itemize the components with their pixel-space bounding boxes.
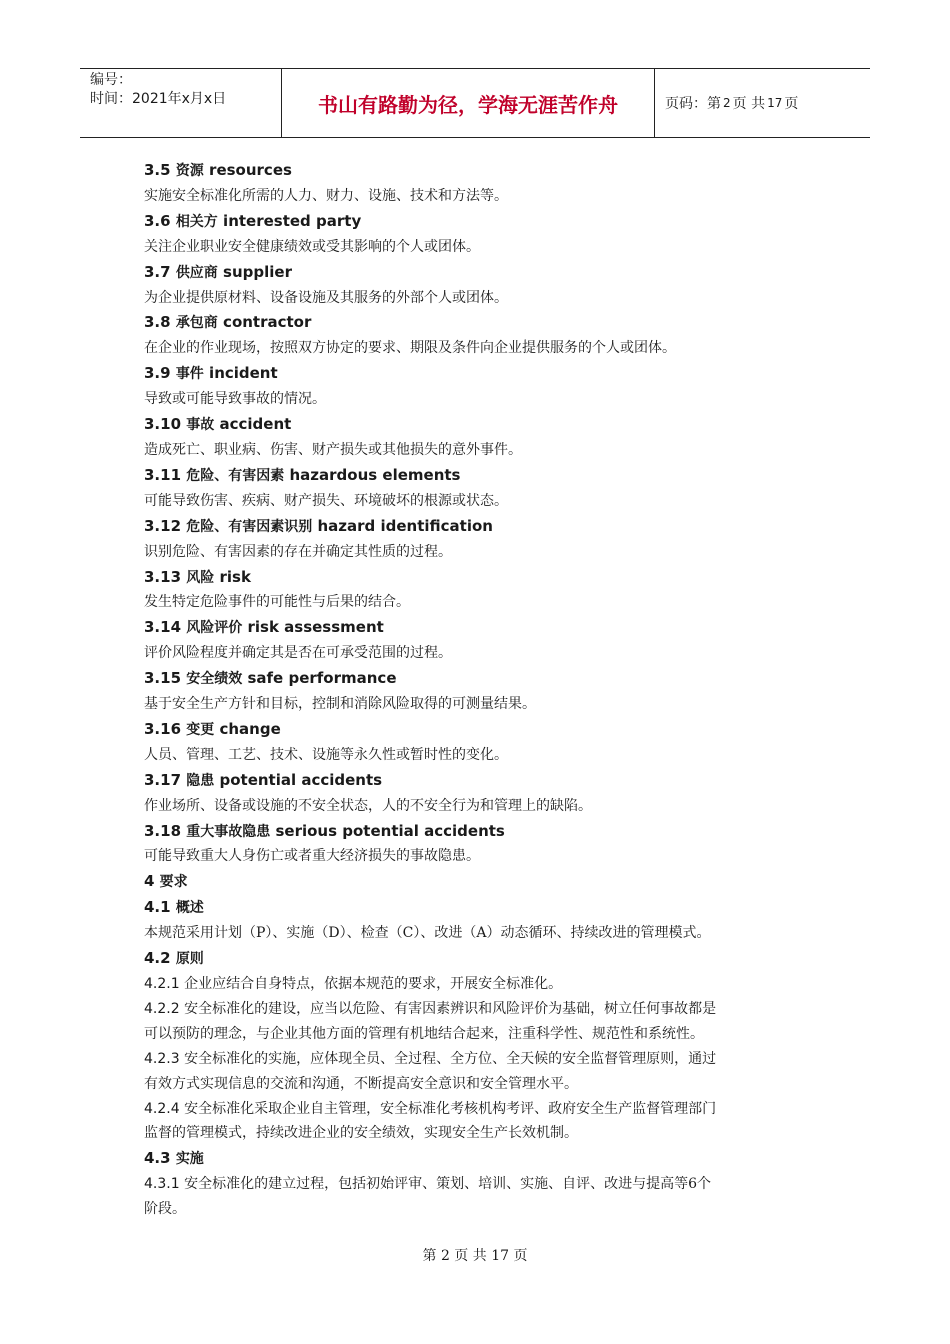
paragraph-text: 造成死亡、职业病、伤害、财产损失或其他损失的意外事件。 xyxy=(144,441,522,458)
section-heading xyxy=(144,666,814,692)
section-title-en: risk xyxy=(219,567,251,586)
section-title-en: serious potential accidents xyxy=(275,821,505,840)
section-title-cn: 危险、有害因素 xyxy=(186,467,285,484)
section-heading xyxy=(144,717,814,743)
section-title-en: potential accidents xyxy=(219,770,383,789)
section-number: 3.7 xyxy=(144,262,171,281)
section-title-cn: 相关方 xyxy=(175,213,218,230)
section-number: 4 xyxy=(144,872,155,891)
paragraph-line xyxy=(144,844,814,869)
paragraph-line xyxy=(144,184,814,209)
paragraph-text: 人员、管理、工艺、技术、设施等永久性或暂时性的变化。 xyxy=(144,746,508,763)
header-motto: 书山有路勤为径，学海无涯苦作舟 xyxy=(282,69,655,137)
section-title-en: supplier xyxy=(223,262,292,281)
section-heading xyxy=(144,310,814,336)
section-heading xyxy=(144,565,814,591)
section-number: 4.1 xyxy=(144,898,171,917)
section-number: 3.11 xyxy=(144,465,182,484)
paragraph-line xyxy=(144,641,814,666)
section-title-en: accident xyxy=(219,415,292,434)
paragraph-text: 关注企业职业安全健康绩效或受其影响的个人或团体。 xyxy=(144,238,480,255)
section-title-cn: 原则 xyxy=(175,951,204,968)
section-title-cn: 实施 xyxy=(175,1151,204,1168)
section-heading xyxy=(144,946,814,972)
paragraph-text: 作业场所、设备或设施的不安全状态，人的不安全行为和管理上的缺陷。 xyxy=(144,797,592,814)
section-title-en: risk assessment xyxy=(247,618,384,637)
section-number: 3.16 xyxy=(144,719,182,738)
section-title-cn: 隐患 xyxy=(186,772,215,789)
section-number: 3.5 xyxy=(144,161,171,179)
paragraph-text: 安全标准化采取企业自主管理，安全标准化考核机构考评、政府安全生产监督管理部门 xyxy=(184,1100,717,1117)
page-suffix: 页 xyxy=(784,96,799,112)
section-title-cn: 变更 xyxy=(186,721,215,738)
paragraph-line xyxy=(144,743,814,768)
paragraph-text: 本规范采用计划（P）、实施（D）、检查（C）、改进（A）动态循环、持续改进的管理模式。 xyxy=(144,925,711,942)
section-title-en: incident xyxy=(209,364,278,383)
section-heading xyxy=(144,209,814,235)
paragraph-text: 阶段。 xyxy=(144,1201,186,1218)
section-number: 3.15 xyxy=(144,669,182,688)
paragraph-text: 识别危险、有害因素的存在并确定其性质的过程。 xyxy=(144,543,452,560)
paragraph-line xyxy=(144,1172,814,1197)
section-title-cn: 危险、有害因素识别 xyxy=(186,518,313,535)
section-heading xyxy=(144,768,814,794)
paragraph-text: 发生特定危险事件的可能性与后果的结合。 xyxy=(144,594,410,611)
paragraph-text: 评价风险程度并确定其是否在可承受范围的过程。 xyxy=(144,645,452,662)
paragraph-line xyxy=(144,336,814,361)
section-number: 3.14 xyxy=(144,618,182,637)
section-title-cn: 事故 xyxy=(186,417,215,434)
paragraph-line xyxy=(144,794,814,819)
section-heading xyxy=(144,158,814,184)
section-number: 3.10 xyxy=(144,415,182,434)
section-number: 4.3 xyxy=(144,1149,171,1168)
paragraph-line xyxy=(144,1097,814,1122)
section-heading xyxy=(144,869,814,895)
paragraph-text: 安全标准化的建设，应当以危险、有害因素辨识和风险评价为基础，树立任何事故都是 xyxy=(184,1000,717,1017)
section-title-en: hazard identification xyxy=(317,516,493,535)
clause-number: 4.2.3 xyxy=(144,1050,180,1067)
section-title-cn: 供应商 xyxy=(175,264,218,281)
paragraph-line xyxy=(144,1047,814,1072)
paragraph-text: 有效方式实现信息的交流和沟通，不断提高安全意识和安全管理水平。 xyxy=(144,1075,578,1092)
clause-number: 4.2.2 xyxy=(144,1000,180,1017)
header-page-number xyxy=(655,69,870,137)
section-number: 3.6 xyxy=(144,211,171,230)
section-title-en: resources xyxy=(209,161,292,179)
paragraph-line xyxy=(144,489,814,514)
paragraph-text: 导致或可能导致事故的情况。 xyxy=(144,391,326,408)
section-number: 3.12 xyxy=(144,516,182,535)
page-total: 17 xyxy=(767,96,783,110)
page-middle: 页 共 xyxy=(732,96,766,112)
paragraph-line xyxy=(144,921,814,946)
paragraph-text: 安全标准化的建立过程，包括初始评审、策划、培训、实施、自评、改进与提高等6个 xyxy=(184,1176,711,1193)
page-prefix: 页码：第 xyxy=(665,96,721,112)
section-title-cn: 风险评价 xyxy=(186,620,243,637)
number-label: 编号： xyxy=(90,72,132,88)
paragraph-line xyxy=(144,997,814,1022)
section-title-cn: 安全绩效 xyxy=(186,671,243,688)
page-current: 2 xyxy=(723,96,731,110)
paragraph-line xyxy=(144,1121,814,1146)
paragraph-line xyxy=(144,286,814,311)
section-title-en: safe performance xyxy=(247,669,397,688)
time-label: 时间：2021年x月x日 xyxy=(90,91,227,107)
section-number: 3.13 xyxy=(144,567,182,586)
section-title-en: hazardous elements xyxy=(289,465,461,484)
paragraph-text: 可能导致重大人身伤亡或者重大经济损失的事故隐患。 xyxy=(144,848,480,865)
section-heading xyxy=(144,1146,814,1172)
section-number: 3.8 xyxy=(144,313,171,332)
section-title-cn: 资源 xyxy=(175,163,204,179)
page-header xyxy=(80,68,870,138)
paragraph-text: 在企业的作业现场，按照双方协定的要求、期限及条件向企业提供服务的个人或团体。 xyxy=(144,340,676,357)
clause-number: 4.2.1 xyxy=(144,976,180,992)
page-footer: 第 2 页 共 17 页 xyxy=(422,1248,528,1264)
section-title-cn: 重大事故隐患 xyxy=(186,823,271,840)
header-meta xyxy=(80,69,282,137)
section-number: 4.2 xyxy=(144,949,171,968)
section-title-cn: 承包商 xyxy=(175,315,218,332)
section-title-en: change xyxy=(219,719,281,738)
section-title-en: contractor xyxy=(223,313,312,332)
section-number: 3.17 xyxy=(144,770,182,789)
section-heading xyxy=(144,463,814,489)
section-number: 3.9 xyxy=(144,364,171,383)
paragraph-text: 为企业提供原材料、设备设施及其服务的外部个人或团体。 xyxy=(144,289,508,306)
section-title-cn: 概述 xyxy=(175,900,204,917)
section-title-cn: 要求 xyxy=(159,874,188,891)
clause-number: 4.3.1 xyxy=(144,1176,180,1193)
paragraph-text: 安全标准化的实施，应体现全员、全过程、全方位、全天候的安全监督管理原则，通过 xyxy=(184,1050,717,1067)
section-number: 3.18 xyxy=(144,821,182,840)
paragraph-line xyxy=(144,235,814,260)
section-heading xyxy=(144,615,814,641)
paragraph-text: 监督的管理模式，持续改进企业的安全绩效，实现安全生产长效机制。 xyxy=(144,1125,578,1142)
section-heading xyxy=(144,895,814,921)
paragraph-text: 实施安全标准化所需的人力、财力、设施、技术和方法等。 xyxy=(144,187,508,204)
section-heading xyxy=(144,514,814,540)
paragraph-text: 基于安全生产方针和目标，控制和消除风险取得的可测量结果。 xyxy=(144,696,536,713)
document-body xyxy=(144,158,814,1222)
paragraph-line xyxy=(144,1022,814,1047)
paragraph-line xyxy=(144,1072,814,1097)
section-heading xyxy=(144,412,814,438)
paragraph-line xyxy=(144,438,814,463)
paragraph-line xyxy=(144,972,814,997)
paragraph-line xyxy=(144,590,814,615)
paragraph-text: 可能导致伤害、疾病、财产损失、环境破坏的根源或状态。 xyxy=(144,492,508,509)
paragraph-line xyxy=(144,1197,814,1222)
clause-number: 4.2.4 xyxy=(144,1100,180,1117)
section-heading xyxy=(144,260,814,286)
section-heading xyxy=(144,819,814,845)
paragraph-line xyxy=(144,540,814,565)
section-title-cn: 风险 xyxy=(186,569,215,586)
paragraph-line xyxy=(144,387,814,412)
section-heading xyxy=(144,361,814,387)
paragraph-text: 企业应结合自身特点，依据本规范的要求，开展安全标准化。 xyxy=(184,976,563,992)
paragraph-text: 可以预防的理念，与企业其他方面的管理有机地结合起来，注重科学性、规范性和系统性。 xyxy=(144,1025,704,1042)
section-title-cn: 事件 xyxy=(175,366,204,383)
section-title-en: interested party xyxy=(223,211,362,230)
paragraph-line xyxy=(144,692,814,717)
